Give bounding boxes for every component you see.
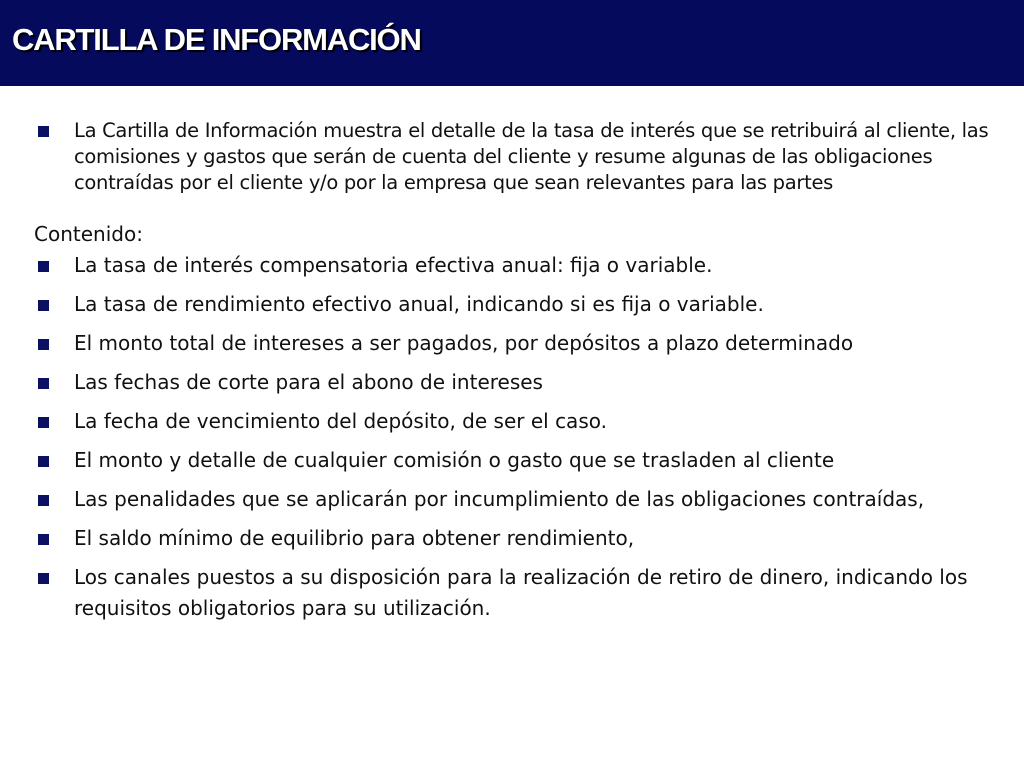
slide-body bbox=[34, 118, 994, 624]
list-item-text: El saldo mínimo de equilibrio para obtener rendimiento, bbox=[74, 526, 635, 550]
contenido-heading: Contenido: bbox=[34, 222, 143, 246]
list-item-text: Los canales puestos a su disposición para la realización de retiro de dinero, indicando los requisitos obligatorios para su utilización. bbox=[74, 565, 968, 620]
intro-text: La Cartilla de Información muestra el detalle de la tasa de interés que se retribuirá al cliente, las comisiones y gastos que serán de cuenta del cliente y resume algunas de las obligaciones contraídas por el cliente y/o por la empresa que sean relevantes para las partes bbox=[74, 119, 989, 194]
list-item bbox=[34, 367, 994, 398]
list-item bbox=[34, 250, 994, 281]
title-bar bbox=[0, 0, 1024, 86]
square-bullet-icon bbox=[38, 417, 49, 428]
slide-title: CARTILLA DE INFORMACIÓN bbox=[12, 22, 421, 57]
square-bullet-icon bbox=[38, 378, 49, 389]
square-bullet-icon bbox=[38, 456, 49, 467]
square-bullet-icon bbox=[38, 261, 49, 272]
list-item bbox=[34, 289, 994, 320]
square-bullet-icon bbox=[38, 300, 49, 311]
list-item-text: La tasa de interés compensatoria efectiva anual: fija o variable. bbox=[74, 253, 713, 277]
intro-paragraph bbox=[34, 118, 994, 196]
list-item bbox=[34, 406, 994, 437]
list-item bbox=[34, 562, 994, 624]
square-bullet-icon bbox=[38, 339, 49, 350]
list-item bbox=[34, 484, 994, 515]
list-item bbox=[34, 328, 994, 359]
square-bullet-icon bbox=[38, 573, 49, 584]
contenido-list bbox=[34, 250, 994, 624]
square-bullet-icon bbox=[38, 534, 49, 545]
square-bullet-icon bbox=[38, 126, 49, 137]
list-item bbox=[34, 445, 994, 476]
list-item-text: Las penalidades que se aplicarán por incumplimiento de las obligaciones contraídas, bbox=[74, 487, 925, 511]
list-item bbox=[34, 523, 994, 554]
list-item-text: La fecha de vencimiento del depósito, de ser el caso. bbox=[74, 409, 607, 433]
list-item-text: La tasa de rendimiento efectivo anual, indicando si es fija o variable. bbox=[74, 292, 764, 316]
list-item-text: El monto y detalle de cualquier comisión o gasto que se trasladen al cliente bbox=[74, 448, 835, 472]
list-item-text: Las fechas de corte para el abono de intereses bbox=[74, 370, 543, 394]
square-bullet-icon bbox=[38, 495, 49, 506]
list-item-text: El monto total de intereses a ser pagados, por depósitos a plazo determinado bbox=[74, 331, 854, 355]
